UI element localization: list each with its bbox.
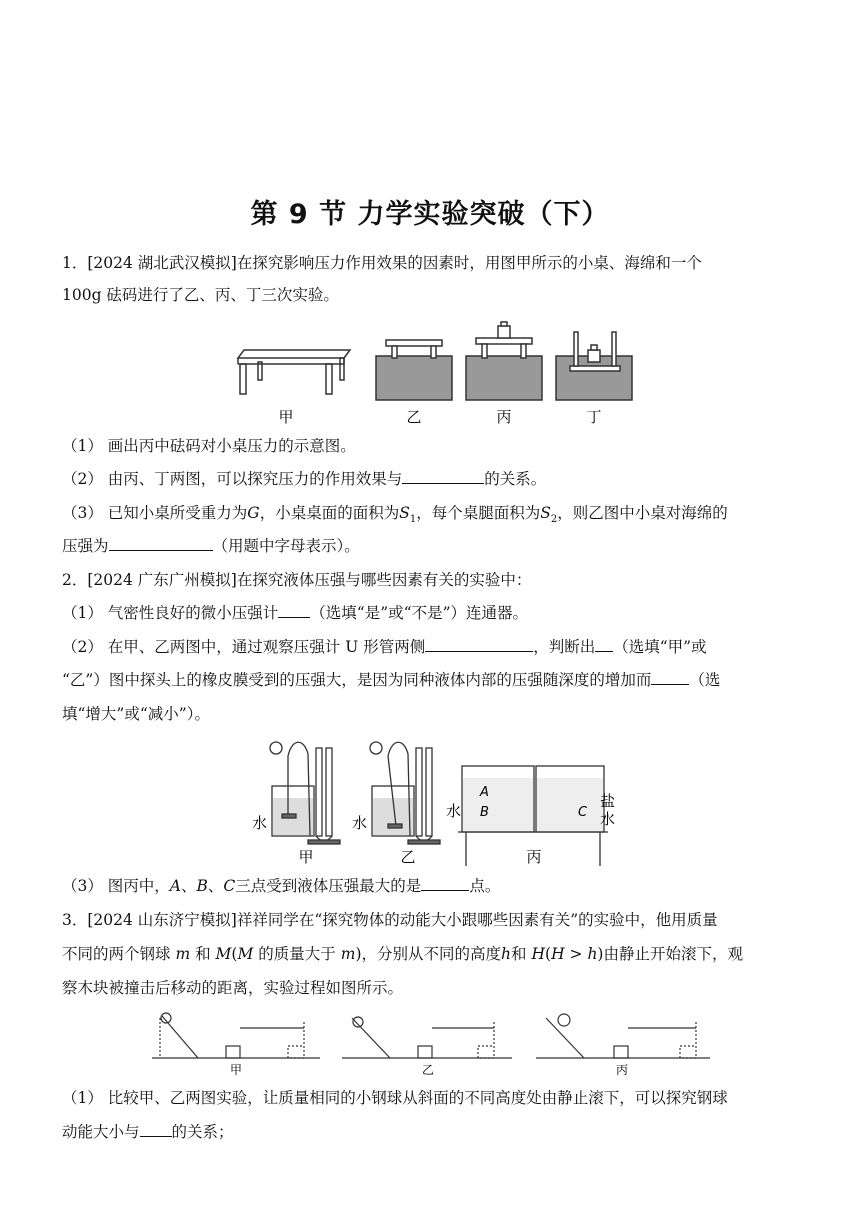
q1-stem-line-1: 1．[2024 湖北武汉模拟]在探究影响压力作用效果的因素时，用图甲所示的小桌、海绵和一个 [62, 254, 702, 272]
q3-part-1-cont: 动能大小与 的关系； [62, 1123, 234, 1141]
q1-fig-label-jia: 甲 [278, 408, 294, 426]
answer-blank[interactable] [421, 876, 469, 891]
answer-blank[interactable] [402, 469, 484, 484]
answer-blank[interactable] [140, 1122, 172, 1137]
page-title: 第 9 节 力学实验突破（下） [250, 199, 610, 230]
q1-figure [230, 318, 640, 426]
q2-part-2-cont2: 填“增大”或“减小”）。 [62, 705, 210, 723]
q3-fig-label-yi: 乙 [421, 1063, 435, 1077]
q1-fig-label-bing: 丙 [496, 408, 512, 426]
q2-stem: 2．[2024 广东广州模拟]在探究液体压强与哪些因素有关的实验中： [62, 571, 532, 589]
q2-part-2-cont: “乙”）图中探头上的橡皮膜受到的压强大，是因为同种液体内部的压强随深度的增加而 （选 [62, 671, 721, 689]
q1-part-1: （1） 画出丙中砝码对小桌压力的示意图。 [62, 437, 356, 455]
q1-fig-label-yi: 乙 [406, 408, 422, 426]
q2-water-label-jia: 水 [252, 814, 268, 832]
q1-part-3-cont: 压强为 （用题中字母表示）。 [62, 537, 360, 555]
q3-stem-line-2: 不同的两个钢球 m 和 M(M 的质量大于 m)，分别从不同的高度h和 H(H > h)由静止开始滚下，观 [62, 945, 743, 963]
answer-blank[interactable] [651, 670, 689, 685]
q2-water-label-bing: 水 [446, 802, 462, 820]
q2-figure [248, 736, 618, 866]
q3-stem-line-1: 3．[2024 山东济宁模拟]祥祥同学在“探究物体的动能大小跟哪些因素有关”的实验中，他用质量 [62, 911, 718, 929]
q2-salt-label: 盐 [600, 792, 616, 810]
q1-part-3: （3） 已知小桌所受重力为G，小桌桌面的面积为$S_1$，每个桌腿面积为$S_2$，则乙图中小桌对海绵的 [62, 504, 728, 526]
q2-point-b: B [480, 805, 489, 820]
q2-part-3: （3） 图丙中，A、B、C三点受到液体压强最大的是 点。 [62, 877, 501, 895]
q2-part-1: （1） 气密性良好的微小压强计 （选填“是”或“不是”）连通器。 [62, 604, 528, 622]
q1-fig-label-ding: 丁 [586, 408, 602, 426]
answer-blank[interactable] [595, 637, 613, 652]
q2-point-a: A [480, 785, 489, 800]
q2-fig-label-jia: 甲 [298, 848, 314, 866]
q2-salt-label-2: 水 [600, 810, 616, 828]
q3-fig-label-bing: 丙 [615, 1063, 629, 1077]
answer-blank[interactable] [278, 603, 310, 618]
q1-stem-line-2: 100g 砝码进行了乙、丙、丁三次实验。 [62, 286, 339, 304]
q2-point-c: C [578, 805, 588, 820]
q2-water-label-yi: 水 [352, 814, 368, 832]
q2-fig-label-yi: 乙 [400, 848, 416, 866]
q1-part-2: （2） 由丙、丁两图，可以探究压力的作用效果与 的关系。 [62, 470, 547, 488]
q3-fig-label-jia: 甲 [229, 1063, 243, 1077]
q2-fig-label-bing: 丙 [526, 848, 542, 866]
q3-stem-line-3: 察木块被撞击后移动的距离，实验过程如图所示。 [62, 979, 404, 997]
q2-part-2: （2） 在甲、乙两图中，通过观察压强计 U 形管两侧 ，判断出 （选填“甲”或 [62, 638, 707, 656]
q3-part-1: （1） 比较甲、乙两图实验，让质量相同的小钢球从斜面的不同高度处由静止滚下，可以探究钢球 [62, 1089, 728, 1107]
answer-blank[interactable] [109, 536, 213, 551]
answer-blank[interactable] [425, 637, 533, 652]
q3-figure [140, 1008, 720, 1080]
